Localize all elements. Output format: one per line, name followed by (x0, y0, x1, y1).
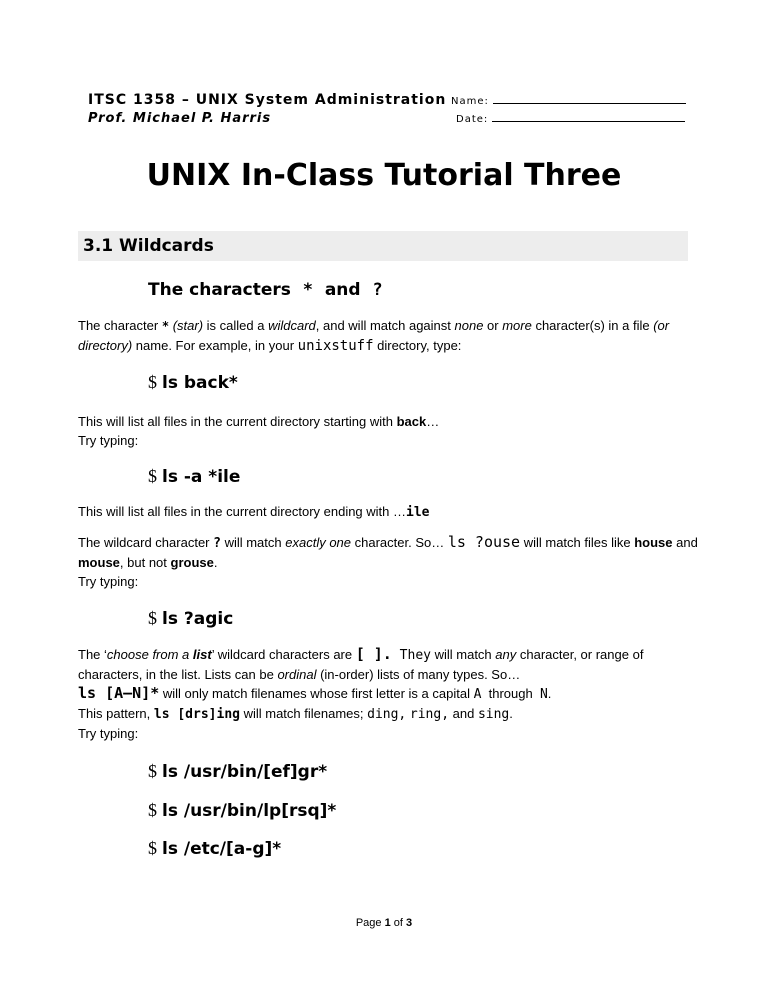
page-footer: Page 1 of 3 (355, 917, 413, 929)
command-ls-back: $ ls back* (148, 372, 238, 393)
subheading: The characters * and ? (148, 280, 383, 300)
command-ls-a-ile: $ ls -a *ile (148, 466, 241, 487)
date-field (456, 113, 685, 125)
name-blank-line (493, 95, 686, 104)
paragraph-back: This will list all files in the current directory starting with back… Try typing: (78, 414, 440, 448)
command-ls-egr: $ ls /usr/bin/[ef]gr* (148, 761, 328, 782)
paragraph-star: The character * (star) is called a wildcard, and will match against none or more character(s) in a file (or directory) name. For example, in your unixstuff directory, type: (78, 318, 670, 354)
section-header (78, 231, 688, 261)
paragraph-brackets: The ‘choose from a list’ wildcard characters are [ ]. They will match any character, or range of characters, in the list. Lists can be ordinal (in-order) lists of many types. So… ls [A–N]* will only match filenames whose first letter is a capital A through N. This pattern, ls [drs]ing will match filenames; ding, ring, and sing. Try typing: (78, 645, 644, 741)
paragraph-ile: This will list all files in the current directory ending with …ile (78, 504, 430, 520)
date-label: Date: (456, 114, 489, 125)
page-title: UNIX In-Class Tutorial Three (146, 158, 622, 193)
date-blank-line (492, 113, 685, 122)
command-ls-etc: $ ls /etc/[a-g]* (148, 838, 282, 859)
professor-name: Prof. Michael P. Harris (88, 111, 272, 126)
command-ls-agic: $ ls ?agic (148, 608, 234, 629)
name-field (451, 95, 686, 107)
course-title: ITSC 1358 – UNIX System Administration (88, 92, 447, 108)
name-label: Name: (451, 96, 489, 107)
command-ls-lp: $ ls /usr/bin/lp[rsq]* (148, 800, 337, 821)
section-title: 3.1 Wildcards (83, 236, 214, 256)
paragraph-question: The wildcard character ? will match exactly one character. So… ls ?ouse will match files like house and mouse, but not grouse. Try typing: (78, 533, 698, 589)
